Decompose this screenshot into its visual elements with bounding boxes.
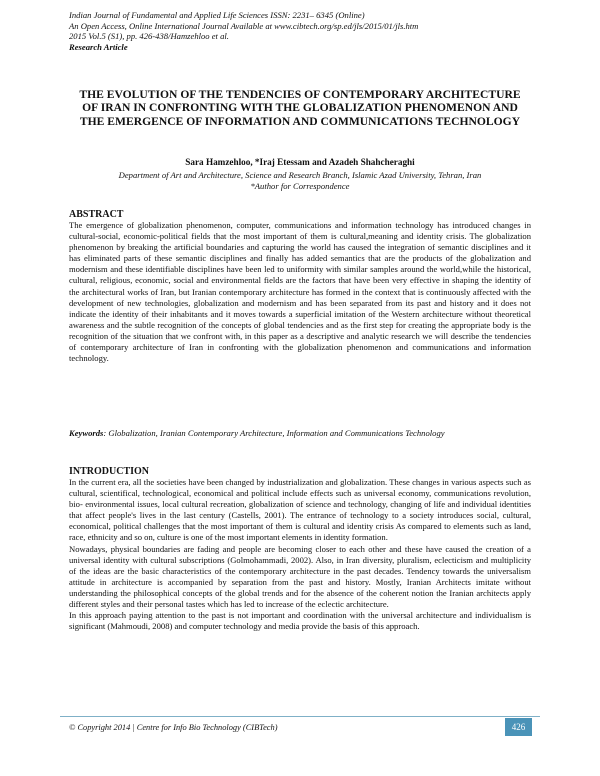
article-type: Research Article [69,41,128,52]
page-number: 426 [505,718,532,736]
access-line[interactable]: An Open Access, Online International Journal Available at www.cibtech.org/sp.ed/jls/2015/01/jls.htm [69,20,419,31]
copyright: © Copyright 2014 | Centre for Info Bio Technology (CIBTech) [69,723,278,732]
keywords-text: : Globalization, Iranian Contemporary Architecture, Information and Communications Technology [103,428,445,438]
volume-line: 2015 Vol.5 (S1), pp. 426-438/Hamzehloo et al. [69,31,229,42]
journal-header [69,10,539,52]
keywords [69,428,531,439]
footer-rule [60,716,540,717]
abstract-text: The emergence of globalization phenomenon, computer, communications and information technology has introduced changes in cultural-social, economic-political fields that the most important of them is cultural,meaning and identity crisis. The globalization phenomenon by breaking the artificial boundaries and capturing the world has caused the integration of semantic disciplines and it has eliminated parts of these semantic disciplines and finally has added semantics that are the products of the globalization and modernism and these identifiable disciplines have been led to uniformity with similar samples around the world,while the historical, cultural, religious, economic, social and environmental fields are the factors that have been very effective in shaping the identity of the architectural works of Iran, but Iranian contemporary architecture has formed in the context that is continuously affected with the development of new technologies, globalization and modernism and has been separated from its past and history and it does not indicate the identity of their inhabitants and it moves towards a superficial imitation of the Western architecture without theoretical awareness and the subtle recognition of the concepts of global tendencies and as the first step for creating the appropriate body is the recognition of the situation that we confront with, in this paper as a descriptive and analytic research we will describe the tendencies of contemporary architecture of Iran in confronting with the globalization phenomenon and communications and information technology. [69,220,531,364]
affiliation-block [70,170,530,192]
paper-title: THE EVOLUTION OF THE TENDENCIES OF CONTEMPORARY ARCHITECTURE OF IRAN IN CONFRONTING WITH THE GLOBALIZATION PHENOMENON AND THE EMERGENCE OF INFORMATION AND COMMUNICATIONS TECHNOLOGY [79,88,521,128]
affiliation: Department of Art and Architecture, Science and Research Branch, Islamic Azad University, Tehran, Iran [118,170,482,180]
intro-paragraph: In the current era, all the societies have been changed by industrialization and globalization. These changes in various aspects such as cultural, scientifical, technological, economical and political include effects such as universal economy, communications revolution, bio- environmental issues, local cultural recreation, globalization of science and technology, changing of life and individual identities that affect people's lives in the last century (Castells, 2001). The entrance of technology to a society introduces social, cultural, economical, political challenges that the most important of them is cultural and identity crisis As compared to elements such as land, race, ethnicity and so on, culture is one of the most important elements in identity formation. [69,477,531,543]
introduction-heading: INTRODUCTION [69,466,150,477]
journal-line: Indian Journal of Fundamental and Applied Life Sciences ISSN: 2231– 6345 (Online) [69,10,365,20]
intro-paragraph: In this approach paying attention to the past is not important and coordination with the universal architecture and individualism is significant (Mahmoudi, 2008) and computer technology and media provide the basis of this approach. [69,610,531,632]
keywords-label: Keywords [69,428,104,438]
intro-paragraph: Nowadays, physical boundaries are fading and people are becoming closer to each other and these have caused the creation of a universal identity with cultural subscriptions (Golmohammadi, 2002). Also, in Iran diversity, pluralism, eclecticism and multiplicity of the ideas are the basic characteristics of the contemporary architecture in the past decades. Tendency towards the universalism attitude in architecture is accompanied by separation from the past and history. Mostly, Iranian Architects imitate without understanding the philosophical concepts of the global trends and for the absence of the coherent notion the Iranian architects apply different styles and their personal tastes which has led to increase of the eclectic architecture. [69,543,531,610]
introduction-section [69,466,531,632]
abstract-section [69,209,531,364]
correspondence-note: *Author for Correspondence [250,181,350,191]
abstract-heading: ABSTRACT [69,209,124,220]
authors: Sara Hamzehloo, *Iraj Etessam and Azadeh Shahcheraghi [185,157,415,167]
